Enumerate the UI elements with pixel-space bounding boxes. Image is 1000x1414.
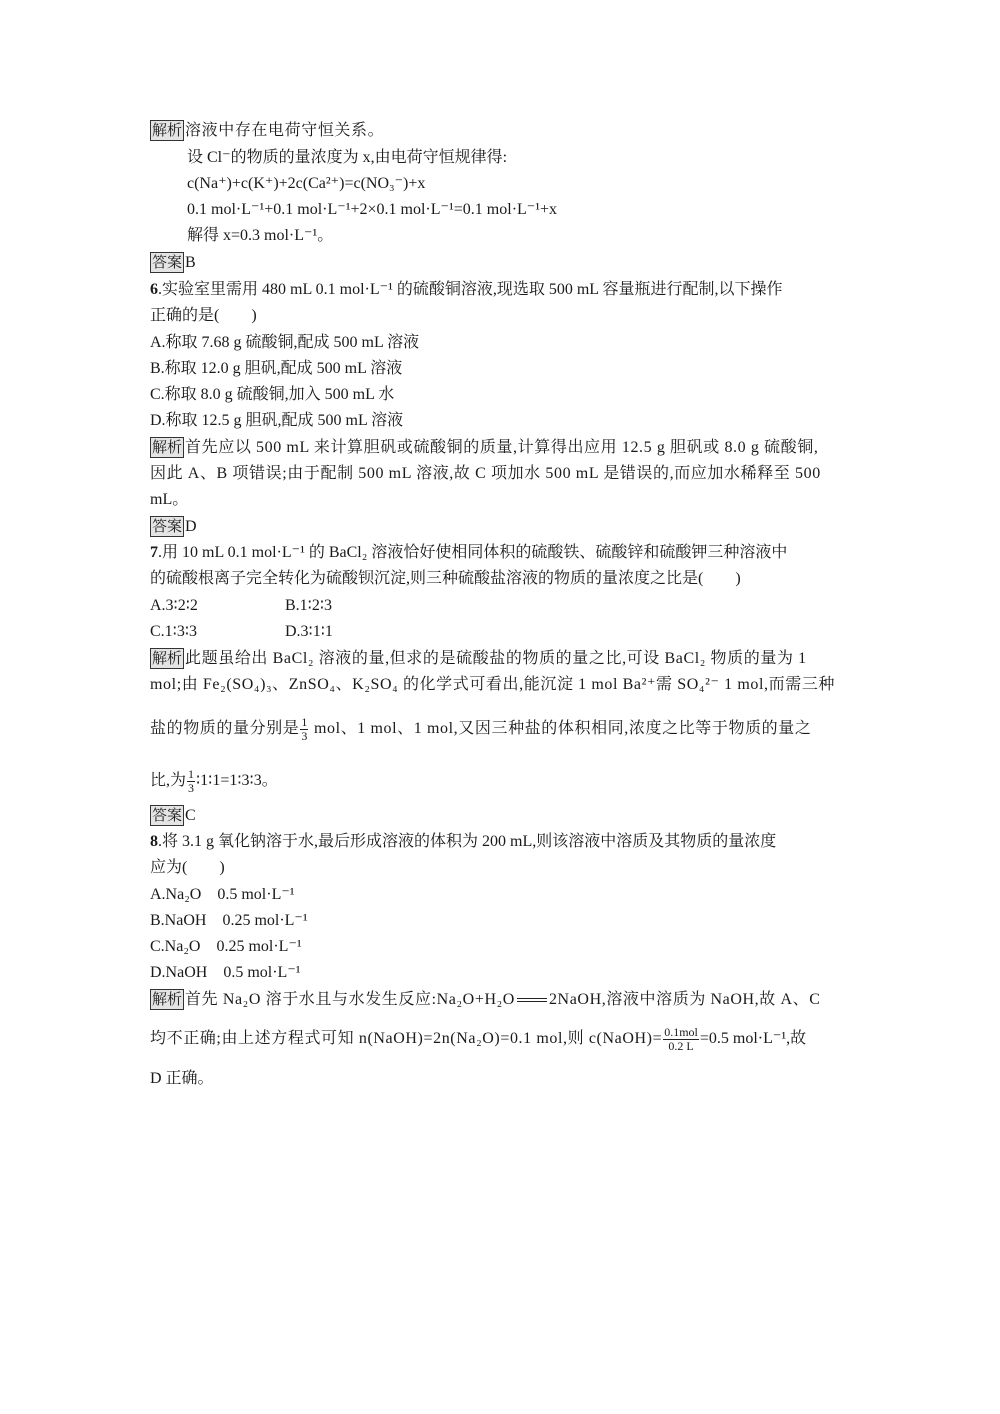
q8-option-d: D.NaOH 0.5 mol·L⁻¹ (150, 964, 301, 981)
q7-analysis-line-2: mol;由 Fe₂(SO₄)₃、ZnSO₄、K₂SO₄ 的化学式可看出,能沉淀 1 mol Ba²⁺需 SO₄²⁻ 1 mol,而需三种 (150, 676, 836, 693)
q6-stem-line-2: 正确的是( ) (150, 307, 257, 324)
q8-analysis-line-3: D 正确。 (150, 1070, 214, 1087)
q5-answer-line (150, 252, 196, 274)
answer-label: 答案 (152, 253, 183, 271)
q8-option-c: C.Na₂O 0.25 mol·L⁻¹ (150, 938, 302, 955)
analysis-label: 解析 (152, 649, 183, 667)
answer-value: B (185, 254, 196, 271)
q7-analysis-line-4: 比,为 $\frac{1}{3}$ ∶1∶1=1∶3∶3。 (150, 766, 278, 795)
analysis-label: 解析 (152, 121, 183, 139)
q8-option-a: A.Na₂O 0.5 mol·L⁻¹ (150, 886, 295, 903)
q7-stem-line-2: 的硫酸根离子完全转化为硫酸钡沉淀,则三种硫酸盐溶液的物质的量浓度之比是( ) (150, 570, 741, 587)
q7-option-a: A.3∶2∶2 (150, 597, 198, 614)
q6-option-d: D.称取 12.5 g 胆矾,配成 500 mL 溶液 (150, 412, 404, 429)
q7-analysis-line-3: 盐的物质的量分别是 $\frac{1}{3}$ mol、1 mol、1 mol,又因三种盐的体积相同,浓度之比等于物质的量之 (150, 714, 812, 743)
q6-answer-line (150, 516, 197, 538)
q5-step-1: 设 Cl⁻的物质的量浓度为 x,由电荷守恒规律得: (187, 149, 508, 166)
fraction-one-third: $\frac{1}{3}$ (188, 766, 195, 795)
q6-analysis-line-3: mL。 (150, 491, 189, 508)
q7-answer-line (150, 805, 196, 827)
question-number: 8 (150, 833, 158, 850)
q6-option-b: B.称取 12.0 g 胆矾,配成 500 mL 溶液 (150, 360, 403, 377)
q7-option-c: C.1∶3∶3 (150, 623, 197, 640)
q6-option-c: C.称取 8.0 g 硫酸铜,加入 500 mL 水 (150, 386, 395, 403)
q7-stem-line-1: 7.用 10 mL 0.1 mol·L⁻¹ 的 BaCl₂ 溶液恰好使相同体积的硫酸铁、硫酸锌和硫酸钾三种溶液中 (150, 544, 788, 561)
q8-stem-line-2: 应为( ) (150, 859, 225, 876)
q7-analysis-line-1: 解析 此题虽给出 BaCl₂ 溶液的量,但求的是硫酸盐的物质的量之比,可设 BaCl₂ 物质的量为 1 (152, 649, 807, 667)
q6-analysis-line-2: 因此 A、B 项错误;由于配制 500 mL 溶液,故 C 项加水 500 mL 是错误的,而应加水稀释至 500 (150, 465, 821, 482)
q8-option-b: B.NaOH 0.25 mol·L⁻¹ (150, 912, 308, 929)
fraction-concentration: $\frac{\text{0.1mol}}{0.2 L}$ (664, 1024, 698, 1053)
answer-value: D (185, 518, 197, 535)
q7-options-row-1 (150, 595, 332, 617)
q7-option-d: D.3∶1∶1 (285, 623, 333, 640)
q5-step-3: 0.1 mol·L⁻¹+0.1 mol·L⁻¹+2×0.1 mol·L⁻¹=0.1 mol·L⁻¹+x (187, 201, 558, 218)
question-number: 6 (150, 281, 158, 298)
analysis-label: 解析 (152, 438, 183, 456)
q5-step-4: 解得 x=0.3 mol·L⁻¹。 (187, 227, 334, 244)
answer-value: C (185, 807, 196, 824)
q7-option-b: B.1∶2∶3 (285, 597, 332, 614)
question-number: 7 (150, 544, 158, 561)
reaction-equals-sign (517, 998, 547, 1002)
q8-stem-line-1: 8.将 3.1 g 氧化钠溶于水,最后形成溶液的体积为 200 mL,则该溶液中溶质及其物质的量浓度 (150, 833, 777, 850)
q5-analysis-line: 解析 溶液中存在电荷守恒关系。 (152, 121, 385, 139)
q7-options-row-2 (150, 621, 333, 643)
q6-stem-line-1: 6.实验室里需用 480 mL 0.1 mol·L⁻¹ 的硫酸铜溶液,现选取 500 mL 容量瓶进行配制,以下操作 (150, 281, 783, 298)
answer-label: 答案 (152, 806, 183, 824)
q6-option-a: A.称取 7.68 g 硫酸铜,配成 500 mL 溶液 (150, 334, 420, 351)
q6-analysis-line-1: 解析 首先应以 500 mL 来计算胆矾或硫酸铜的质量,计算得出应用 12.5 g 胆矾或 8.0 g 硫酸铜, (152, 438, 819, 456)
answer-label: 答案 (152, 517, 183, 535)
q8-analysis-line-2: 均不正确;由上述方程式可知 n(NaOH)=2n(Na₂O)=0.1 mol,则 c(NaOH)= $\frac{\text{0.1mol}}{0.2 L}$ =0.5 mol·L⁻¹,故 (150, 1024, 807, 1053)
q8-analysis-line-1: 解析 首先 Na₂O 溶于水且与水发生反应:Na₂O+H₂O 2NaOH,溶液中溶质为 NaOH,故 A、C (152, 990, 821, 1008)
analysis-label: 解析 (152, 990, 183, 1008)
q5-step-2: c(Na⁺)+c(K⁺)+2c(Ca²⁺)=c(NO₃⁻)+x (187, 175, 426, 192)
fraction-one-third: $\frac{1}{3}$ (301, 714, 308, 743)
